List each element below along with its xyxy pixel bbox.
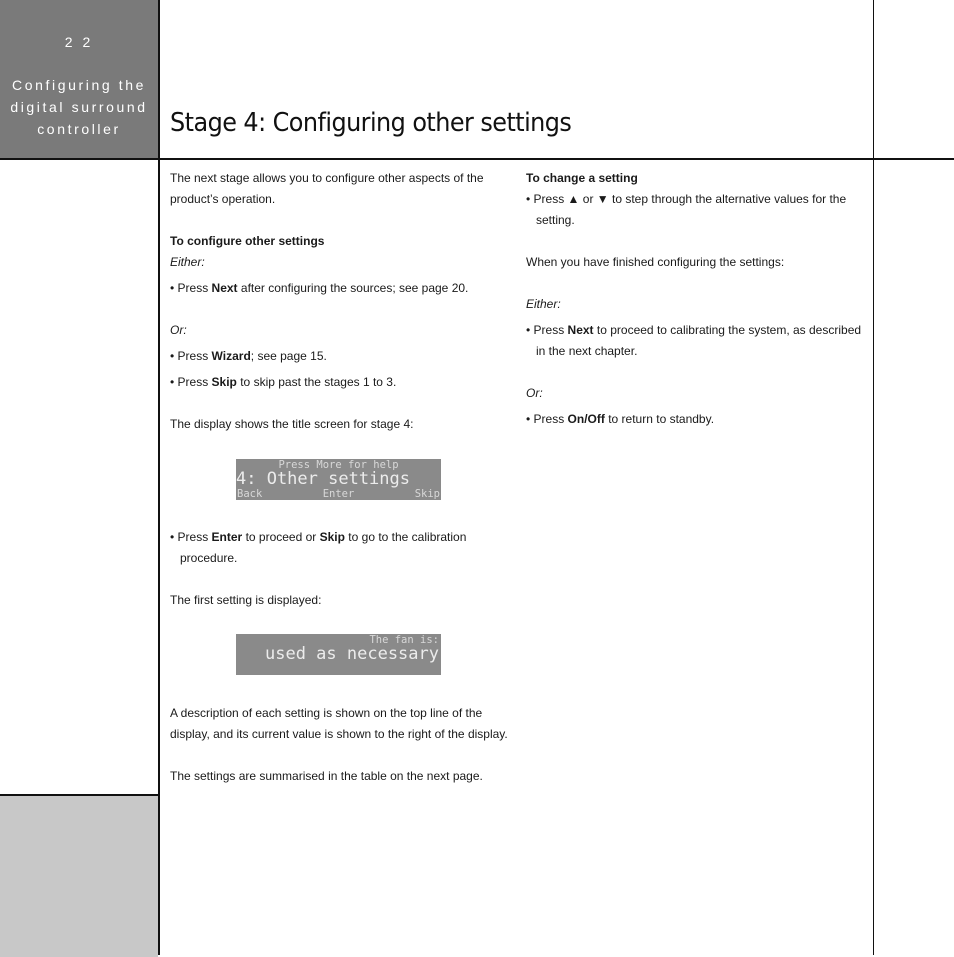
right-divider bbox=[873, 0, 874, 955]
lcd-key-enter: Enter bbox=[322, 488, 355, 500]
lcd-key-skip: Skip bbox=[414, 488, 440, 500]
lcd-top-line: The fan is: bbox=[369, 634, 439, 646]
summary-paragraph: The settings are summarised in the table on the next page. bbox=[170, 769, 483, 783]
bullet-press-arrows: • Press ▲ or ▼ to step through the alternative values for the setting. bbox=[526, 192, 847, 227]
lcd-top-line: Press More for help bbox=[278, 459, 399, 471]
either-label: Either: bbox=[170, 255, 205, 269]
section-title bbox=[0, 74, 158, 140]
key-skip: Skip bbox=[211, 375, 237, 389]
bullet-press-next: • Press Next after configuring the sources; see page 20. bbox=[170, 281, 469, 295]
subheading-change: To change a setting bbox=[526, 171, 638, 185]
finished-text: When you have finished configuring the settings: bbox=[526, 255, 785, 269]
lcd-display-setting bbox=[236, 634, 441, 675]
section-title-line: controller bbox=[37, 121, 121, 137]
lcd-soft-keys bbox=[236, 663, 441, 675]
key-wizard: Wizard bbox=[211, 349, 251, 363]
first-setting-text: The first setting is displayed: bbox=[170, 593, 322, 607]
or-label: Or: bbox=[526, 386, 543, 400]
lcd-display-title-screen bbox=[236, 459, 441, 500]
key-enter: Enter bbox=[211, 530, 243, 544]
sidebar-footer-block bbox=[0, 794, 158, 957]
key-next: Next bbox=[567, 323, 594, 337]
subheading-configure: To configure other settings bbox=[170, 234, 325, 248]
left-divider bbox=[158, 0, 160, 955]
bullet-press-next: • Press Next to proceed to calibrating the system, as described in the next chapter. bbox=[526, 323, 862, 358]
section-title-line: Configuring the bbox=[12, 77, 146, 93]
either-label: Either: bbox=[526, 297, 561, 311]
display-shows-text: The display shows the title screen for stage 4: bbox=[170, 417, 414, 431]
lcd-main-line: used as necessary bbox=[265, 644, 439, 664]
key-next: Next bbox=[211, 281, 238, 295]
bullet-press-wizard: • Press Wizard; see page 15. bbox=[170, 349, 327, 363]
lcd-soft-keys bbox=[236, 488, 441, 500]
bullet-press-onoff: • Press On/Off to return to standby. bbox=[526, 412, 715, 426]
bullet-press-skip: • Press Skip to skip past the stages 1 to 3. bbox=[170, 375, 397, 389]
sidebar-header bbox=[0, 0, 158, 158]
bullet-press-enter: • Press Enter to proceed or Skip to go to the calibration procedure. bbox=[170, 530, 467, 565]
up-arrow-icon: ▲ bbox=[567, 192, 580, 206]
description-paragraph: A description of each setting is shown on the top line of the display, and its current value is shown to the right of the display. bbox=[170, 706, 508, 741]
lcd-main-line: 4: Other settings bbox=[236, 469, 410, 489]
header-rule bbox=[0, 158, 954, 160]
right-column bbox=[526, 168, 866, 430]
key-skip: Skip bbox=[319, 530, 345, 544]
lcd-key-back: Back bbox=[237, 488, 263, 500]
page-number: 2 2 bbox=[64, 34, 94, 50]
key-onoff: On/Off bbox=[567, 412, 605, 426]
or-label: Or: bbox=[170, 323, 187, 337]
section-title-line: digital surround bbox=[10, 99, 148, 115]
page-title: Stage 4: Configuring other settings bbox=[170, 108, 572, 138]
intro-paragraph: The next stage allows you to configure other aspects of the product’s operation. bbox=[170, 171, 484, 206]
down-arrow-icon: ▼ bbox=[596, 192, 609, 206]
